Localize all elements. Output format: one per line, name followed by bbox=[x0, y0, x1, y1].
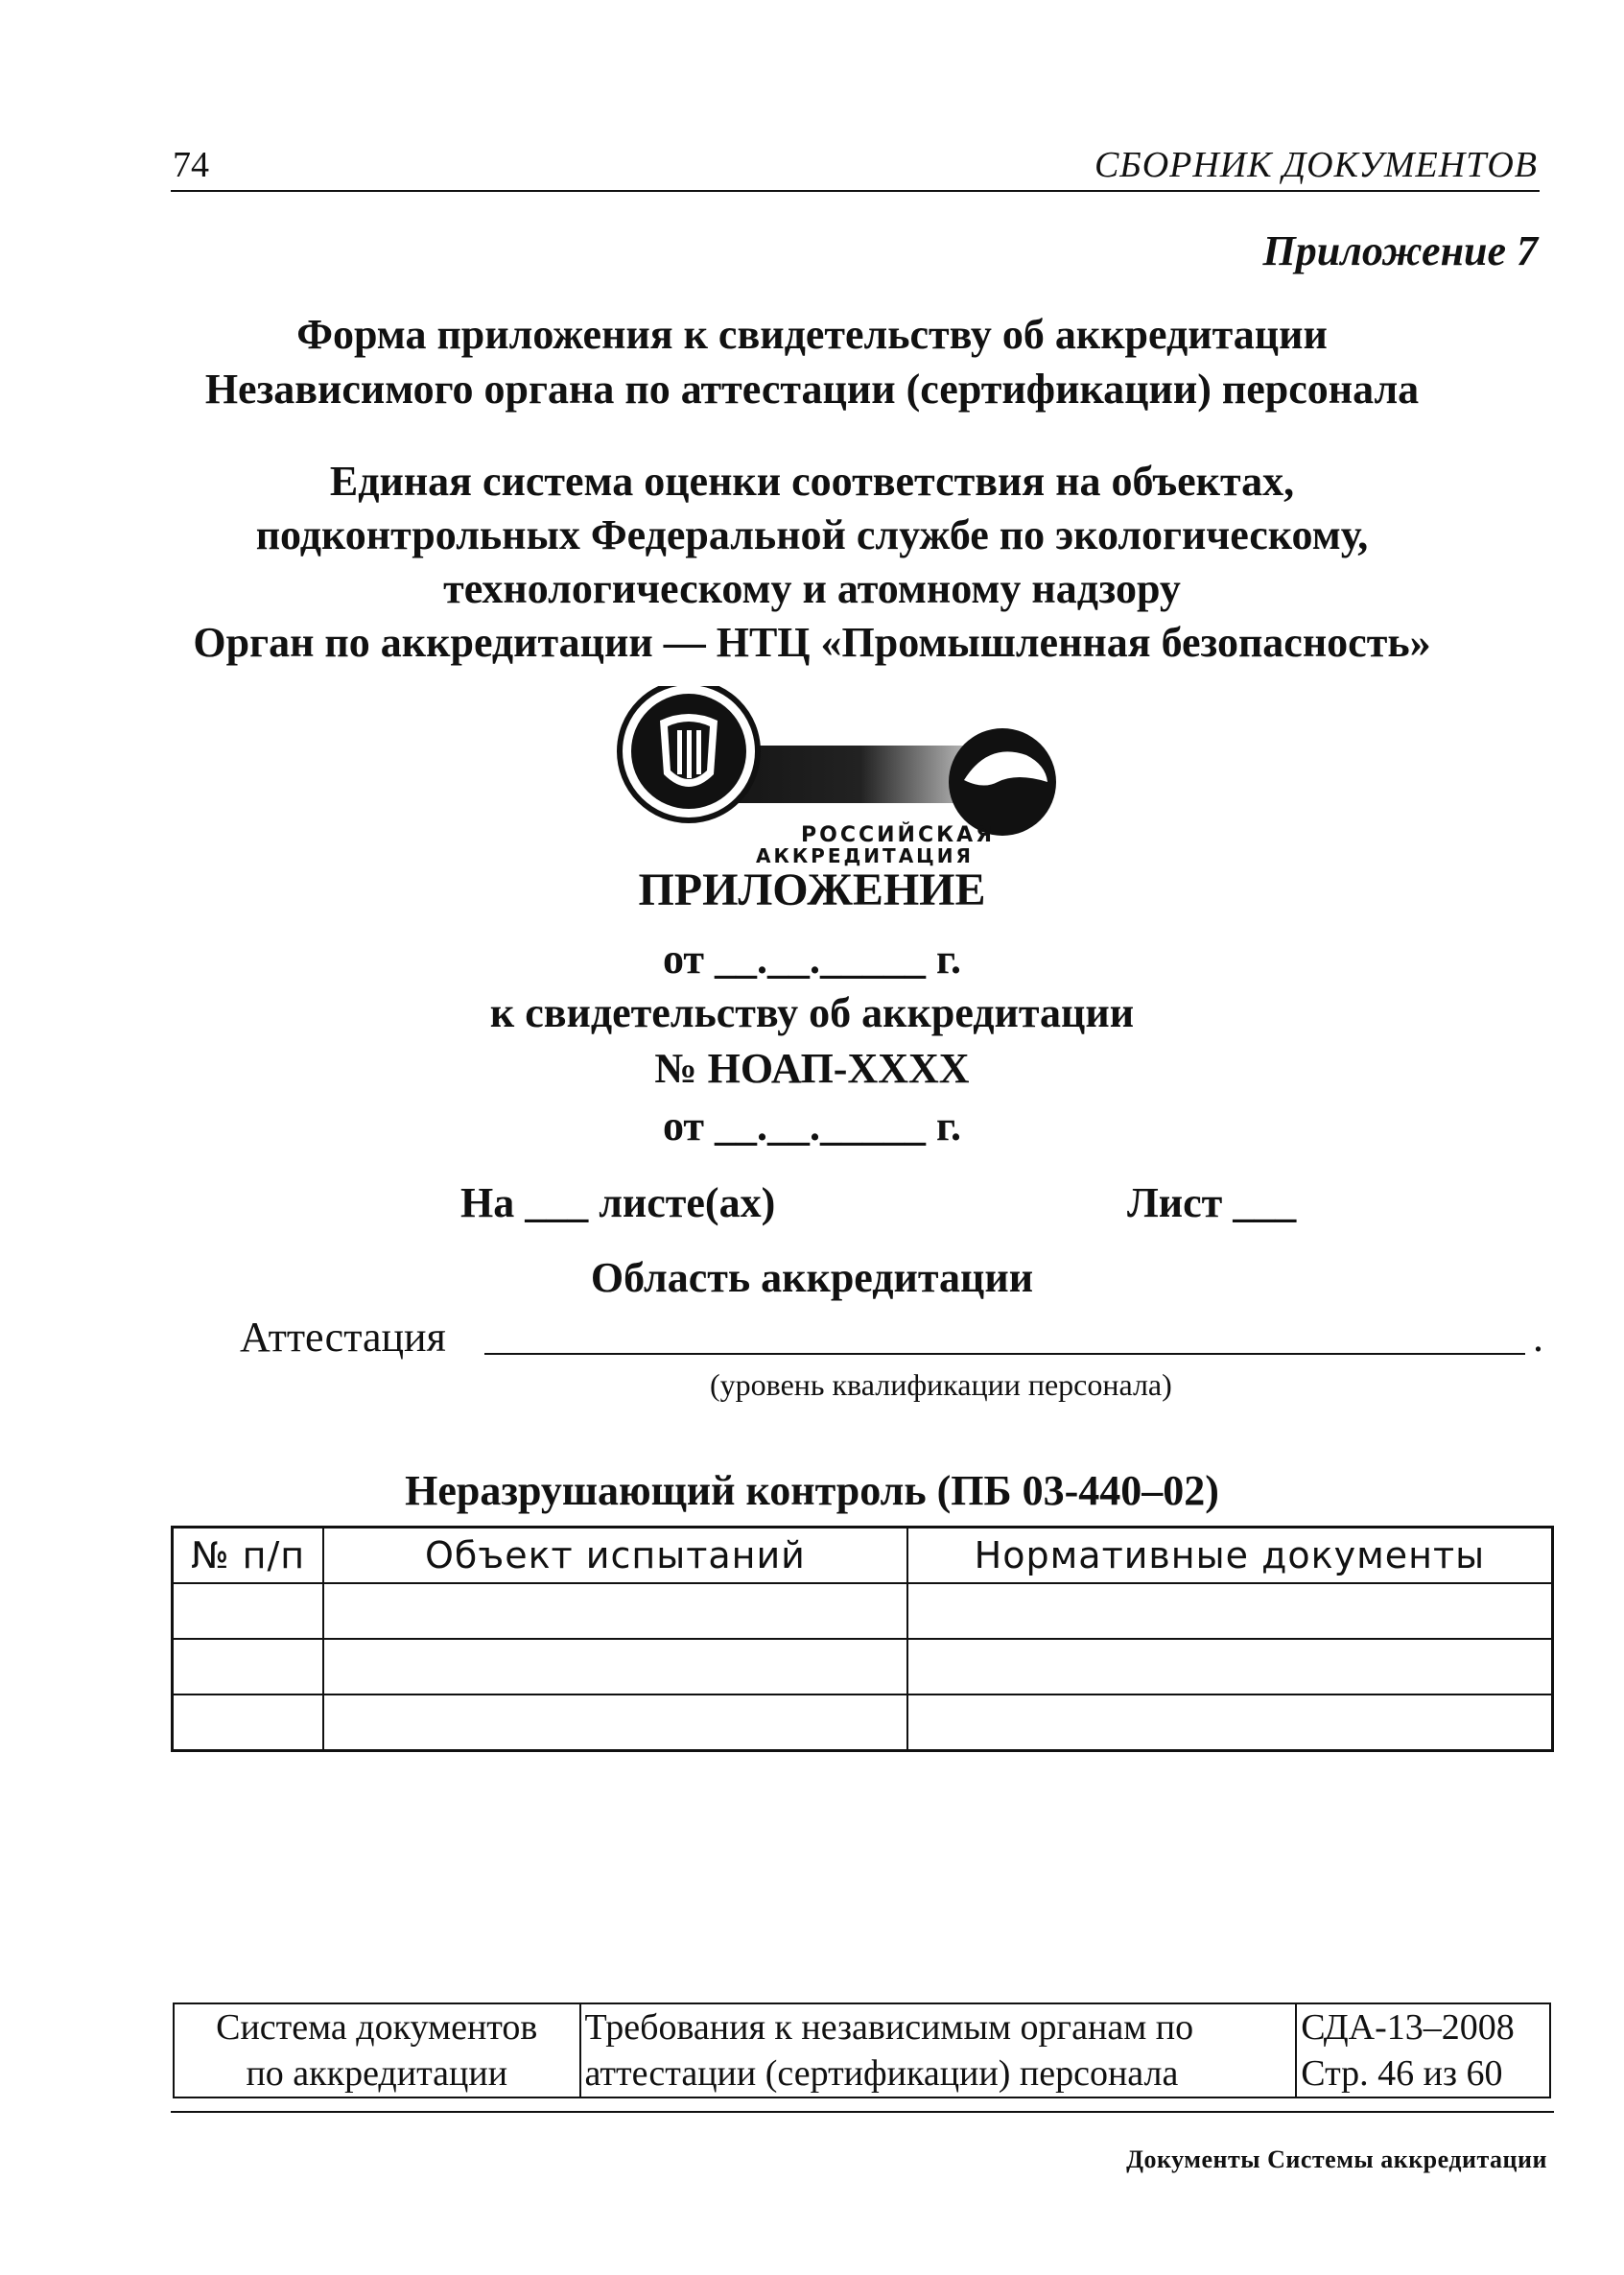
system-line1: Единая система оценки соответствия на объектах, bbox=[329, 458, 1295, 505]
table-row bbox=[173, 1694, 1553, 1751]
footer-system-cell bbox=[174, 2003, 580, 2097]
table-cell bbox=[173, 1694, 324, 1751]
form-title: ПРИЛОЖЕНИЕ bbox=[638, 865, 986, 915]
system-block bbox=[0, 455, 1624, 670]
table-header-row bbox=[173, 1528, 1553, 1584]
footer-system-line1: Система документов bbox=[216, 2007, 538, 2048]
column-header-number: № п/п bbox=[173, 1528, 324, 1584]
logo-text-line2: АККРЕДИТАЦИЯ bbox=[756, 844, 974, 867]
form-date: от __.__._____ г. bbox=[662, 936, 962, 983]
attestation-fill-line bbox=[484, 1353, 1525, 1355]
system-line3: технологическому и атомному надзору bbox=[443, 564, 1181, 612]
system-line2: подконтрольных Федеральной службе по экологическому, bbox=[255, 510, 1369, 558]
ndt-table-title: Неразрушающий контроль (ПБ 03-440–02) bbox=[405, 1467, 1219, 1514]
running-title: СБОРНИК ДОКУМЕНТОВ bbox=[1094, 145, 1538, 185]
table-cell bbox=[323, 1694, 907, 1751]
appendix-label: Приложение 7 bbox=[1262, 227, 1538, 274]
footer-page-count: Стр. 46 из 60 bbox=[1301, 2053, 1503, 2094]
scope-title: Область аккредитации bbox=[590, 1254, 1034, 1301]
table-cell bbox=[173, 1583, 324, 1639]
attestation-caption: (уровень квалификации персонала) bbox=[710, 1367, 1172, 1402]
form-heading-line1: Форма приложения к свидетельству об аккредитации bbox=[296, 311, 1328, 358]
table-cell bbox=[907, 1694, 1553, 1751]
footer-row bbox=[174, 2003, 1550, 2097]
footer-requirements-line2: аттестации (сертификации) персонала bbox=[584, 2053, 1179, 2094]
table-cell bbox=[323, 1639, 907, 1694]
system-line4: Орган по аккредитации — НТЦ «Промышленная безопасность» bbox=[193, 618, 1431, 666]
form-heading-line2: Независимого органа по аттестации (сертификации) персонала bbox=[204, 366, 1420, 414]
attestation-dot: . bbox=[1533, 1314, 1543, 1361]
footer-requirements-line1: Требования к независимым органам по bbox=[584, 2007, 1194, 2048]
table-cell bbox=[173, 1639, 324, 1694]
certificate-number: № НОАП-XXXX bbox=[654, 1045, 970, 1092]
certificate-line: к свидетельству об аккредитации bbox=[489, 989, 1135, 1036]
sheet-number: Лист ___ bbox=[1127, 1179, 1297, 1226]
header-rule bbox=[171, 190, 1540, 192]
footer-requirements-cell bbox=[580, 2003, 1297, 2097]
footer-system-line2: по аккредитации bbox=[246, 2053, 508, 2094]
footer-caption: Документы Системы аккредитации bbox=[1126, 2145, 1547, 2173]
table-row bbox=[173, 1639, 1553, 1694]
footer-table bbox=[173, 2002, 1551, 2098]
accreditation-logo bbox=[614, 686, 1094, 868]
page-number: 74 bbox=[173, 145, 209, 185]
attestation-label: Аттестация bbox=[240, 1314, 446, 1361]
certificate-date: от __.__._____ г. bbox=[662, 1102, 962, 1149]
footer-code-cell bbox=[1296, 2003, 1550, 2097]
logo-text-line1: РОССИЙСКАЯ bbox=[801, 823, 996, 847]
table-row bbox=[173, 1583, 1553, 1639]
table-cell bbox=[323, 1583, 907, 1639]
form-heading bbox=[0, 307, 1624, 416]
footer-rule bbox=[171, 2111, 1554, 2113]
footer-code: СДА-13–2008 bbox=[1301, 2007, 1515, 2048]
column-header-documents: Нормативные документы bbox=[907, 1528, 1553, 1584]
table-cell bbox=[907, 1583, 1553, 1639]
sheets-count: На ___ листе(ах) bbox=[460, 1179, 776, 1226]
table-cell bbox=[907, 1639, 1553, 1694]
column-header-object: Объект испытаний bbox=[323, 1528, 907, 1584]
ndt-table bbox=[171, 1526, 1554, 1752]
